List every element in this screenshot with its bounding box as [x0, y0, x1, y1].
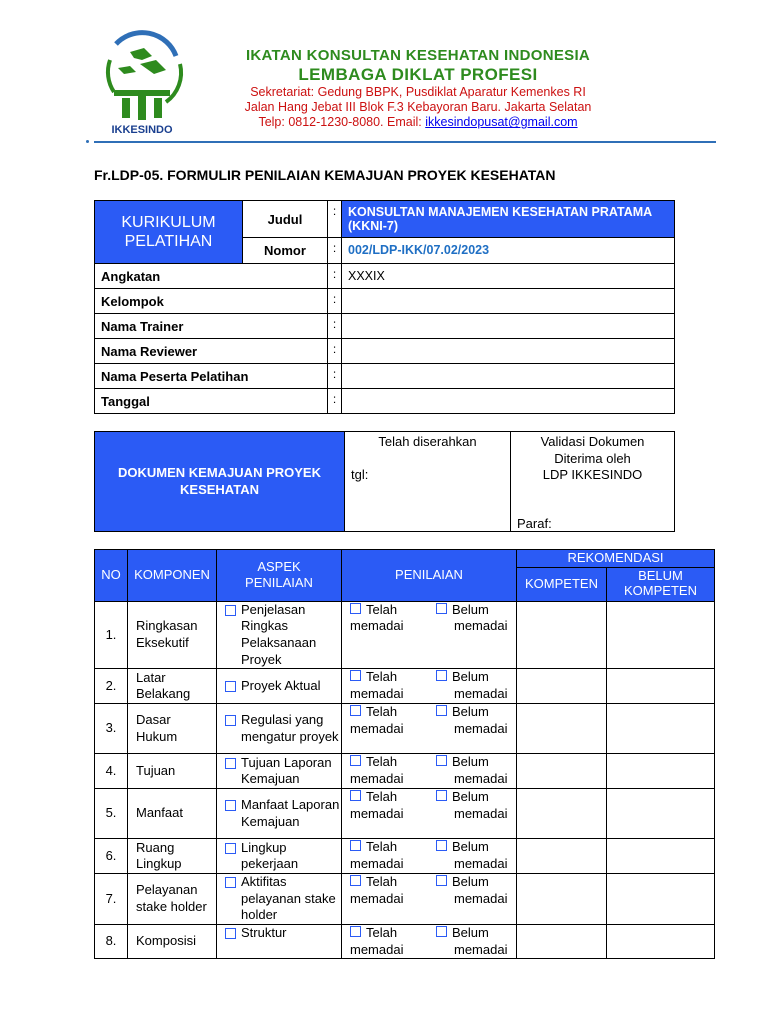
nomor-value: 002/LDP-IKK/07.02/2023	[342, 238, 675, 264]
aspek-text: Tujuan Laporan Kemajuan	[241, 754, 332, 787]
assessment-row	[95, 601, 715, 669]
checkbox-icon[interactable]	[225, 715, 236, 726]
option-telah-line-2: memadai	[350, 805, 404, 821]
header-divider	[94, 141, 716, 143]
row-kompeten[interactable]	[517, 754, 607, 789]
option-belum-memadai[interactable]	[436, 925, 516, 958]
row-aspek[interactable]	[217, 601, 342, 669]
checkbox-icon[interactable]	[350, 670, 361, 681]
checkbox-icon[interactable]	[436, 840, 447, 851]
colon: :	[328, 289, 342, 314]
row-aspek[interactable]	[217, 754, 342, 789]
row-kompeten[interactable]	[517, 925, 607, 959]
contact-line	[190, 115, 646, 130]
kelompok-value[interactable]	[342, 289, 675, 314]
checkbox-icon[interactable]	[350, 755, 361, 766]
row-kompeten[interactable]	[517, 874, 607, 925]
option-telah-line-2: memadai	[350, 685, 404, 701]
tgl-label: tgl:	[351, 467, 369, 482]
option-telah-line-2: memadai	[350, 618, 404, 634]
row-komponen: Dasar Hukum	[128, 704, 217, 754]
validasi-line-3: LDP IKKESINDO	[542, 467, 643, 483]
kelompok-label: Kelompok	[95, 289, 328, 314]
checkbox-icon[interactable]	[350, 790, 361, 801]
option-telah-line-2: memadai	[350, 770, 404, 786]
row-aspek[interactable]	[217, 669, 342, 704]
row-number: 4.	[95, 754, 128, 789]
row-belum-kompeten[interactable]	[607, 839, 715, 874]
option-belum-memadai[interactable]	[436, 839, 516, 872]
row-number: 2.	[95, 669, 128, 704]
aspek-text: Manfaat Laporan Kemajuan	[241, 797, 340, 829]
row-belum-kompeten[interactable]	[607, 704, 715, 754]
option-telah-memadai[interactable]	[350, 874, 436, 907]
row-kompeten[interactable]	[517, 839, 607, 874]
row-aspek[interactable]	[217, 704, 342, 754]
kurikulum-line-2: PELATIHAN	[124, 233, 213, 250]
row-number: 3.	[95, 704, 128, 754]
option-belum-line-2: memadai	[454, 770, 508, 786]
checkbox-icon[interactable]	[225, 800, 236, 811]
option-telah-memadai[interactable]	[350, 669, 436, 702]
phone-label: Telp: 0812-1230-8080. Email:	[258, 115, 426, 130]
row-komponen: Ringkasan Eksekutif	[128, 601, 217, 669]
option-belum-line-2: memadai	[454, 805, 508, 821]
aspek-text: Struktur	[241, 925, 287, 940]
option-belum-line-1: Belum	[452, 925, 489, 940]
option-belum-line-1: Belum	[452, 669, 489, 685]
checkbox-icon[interactable]	[225, 681, 236, 692]
row-number: 1.	[95, 601, 128, 669]
row-komponen: Pelayanan stake holder	[128, 874, 217, 925]
angkatan-label: Angkatan	[95, 264, 328, 289]
row-belum-kompeten[interactable]	[607, 874, 715, 925]
option-belum-line-1: Belum	[452, 789, 489, 805]
header-aspek-line-1: ASPEK	[257, 558, 301, 574]
checkbox-icon[interactable]	[436, 790, 447, 801]
checkbox-icon[interactable]	[436, 603, 447, 614]
checkbox-icon[interactable]	[350, 875, 361, 886]
option-belum-line-2: memadai	[454, 941, 508, 957]
trainer-value[interactable]	[342, 314, 675, 339]
validasi-text	[511, 434, 674, 484]
header-aspek-line-2: PENILAIAN	[245, 575, 313, 591]
option-telah-line-1: Telah	[366, 704, 398, 720]
option-telah-memadai[interactable]	[350, 925, 436, 958]
row-aspek[interactable]	[217, 874, 342, 925]
option-telah-memadai[interactable]	[350, 602, 436, 635]
row-komponen: Manfaat	[128, 789, 217, 839]
row-belum-kompeten[interactable]	[607, 789, 715, 839]
checkbox-icon[interactable]	[350, 926, 361, 937]
kurikulum-line-1: KURIKULUM	[121, 213, 216, 231]
row-penilaian	[342, 601, 517, 669]
checkbox-icon[interactable]	[225, 605, 236, 616]
option-belum-memadai[interactable]	[436, 669, 516, 702]
row-belum-kompeten[interactable]	[607, 754, 715, 789]
colon: :	[328, 201, 342, 238]
dokumen-title-cell	[95, 432, 345, 532]
org-name: IKATAN KONSULTAN KESEHATAN INDONESIA	[245, 47, 591, 64]
row-komponen: Latar Belakang	[128, 669, 217, 704]
ikkesindo-logo	[96, 30, 188, 138]
logo-text: IKKESINDO	[111, 124, 173, 136]
aspek-text: Lingkup pekerjaan	[241, 839, 299, 872]
checkbox-icon[interactable]	[436, 705, 447, 716]
checkbox-icon[interactable]	[225, 758, 236, 769]
row-belum-kompeten[interactable]	[607, 601, 715, 669]
assessment-row	[95, 874, 715, 925]
peserta-value[interactable]	[342, 364, 675, 389]
option-telah-line-2: memadai	[350, 890, 404, 906]
option-belum-memadai[interactable]	[436, 874, 516, 907]
option-belum-memadai[interactable]	[436, 754, 516, 787]
option-belum-line-1: Belum	[452, 704, 489, 720]
email-link[interactable]: ikkesindopusat@gmail.com	[425, 115, 578, 130]
checkbox-icon[interactable]	[350, 705, 361, 716]
tanggal-value[interactable]	[342, 389, 675, 414]
dokumen-table	[94, 431, 675, 532]
colon: :	[328, 339, 342, 364]
option-telah-line-1: Telah	[366, 874, 398, 890]
divider-dot	[86, 140, 89, 143]
header-no: NO	[95, 550, 128, 602]
option-belum-memadai[interactable]	[436, 789, 516, 822]
judul-value: KONSULTAN MANAJEMEN KESEHATAN PRATAMA (KKNI-7)	[342, 201, 675, 238]
checkbox-icon[interactable]	[436, 875, 447, 886]
option-telah-memadai[interactable]	[350, 789, 436, 822]
form-title: Fr.LDP-05. FORMULIR PENILAIAN KEMAJUAN PROYEK KESEHATAN	[94, 167, 556, 183]
nomor-label: Nomor	[243, 238, 328, 264]
angkatan-value[interactable]: XXXIX	[342, 264, 675, 289]
option-belum-line-2: memadai	[454, 720, 508, 736]
option-belum-line-1: Belum	[452, 874, 489, 890]
row-kompeten[interactable]	[517, 704, 607, 754]
option-telah-line-1: Telah	[366, 789, 398, 805]
kurikulum-cell	[95, 201, 243, 264]
trainer-label: Nama Trainer	[95, 314, 328, 339]
option-belum-line-1: Belum	[452, 601, 489, 617]
reviewer-label: Nama Reviewer	[95, 339, 328, 364]
option-belum-memadai[interactable]	[436, 602, 516, 635]
row-number: 6.	[95, 839, 128, 874]
checkbox-icon[interactable]	[225, 877, 236, 888]
assessment-row	[95, 669, 715, 704]
header-belum-line-1: BELUM	[638, 568, 683, 584]
option-telah-line-1: Telah	[366, 601, 398, 617]
aspek-text: Aktifitas pelayanan stake holder	[241, 874, 336, 923]
header-kompeten: KOMPETEN	[517, 567, 607, 601]
row-penilaian	[342, 925, 517, 959]
checkbox-icon[interactable]	[350, 840, 361, 851]
option-belum-line-2: memadai	[454, 685, 508, 701]
option-belum-line-1: Belum	[452, 839, 489, 855]
checkbox-icon[interactable]	[436, 926, 447, 937]
submitted-label: Telah diserahkan	[378, 434, 477, 449]
validasi-line-2: Diterima oleh	[554, 450, 631, 466]
header-komponen: KOMPONEN	[128, 550, 217, 602]
colon: :	[328, 364, 342, 389]
row-penilaian	[342, 669, 517, 704]
row-komponen: Tujuan	[128, 754, 217, 789]
info-table	[94, 200, 675, 414]
row-kompeten[interactable]	[517, 789, 607, 839]
row-aspek[interactable]	[217, 789, 342, 839]
option-telah-line-2: memadai	[350, 941, 404, 957]
row-number: 7.	[95, 874, 128, 925]
dokumen-title-line-1: DOKUMEN KEMAJUAN PROYEK	[118, 464, 321, 480]
option-telah-line-2: memadai	[350, 720, 404, 736]
row-belum-kompeten[interactable]	[607, 669, 715, 704]
row-penilaian	[342, 789, 517, 839]
org-unit: LEMBAGA DIKLAT PROFESI	[298, 65, 538, 84]
colon: :	[328, 264, 342, 289]
header-rekomendasi: REKOMENDASI	[517, 550, 715, 568]
checkbox-icon[interactable]	[436, 755, 447, 766]
option-belum-memadai[interactable]	[436, 704, 516, 737]
row-penilaian	[342, 839, 517, 874]
colon: :	[328, 389, 342, 414]
assessment-row	[95, 789, 715, 839]
address-line-2: Jalan Hang Jebat III Blok F.3 Kebayoran Baru. Jakarta Selatan	[244, 100, 592, 115]
option-telah-memadai[interactable]	[350, 704, 436, 737]
checkbox-icon[interactable]	[436, 670, 447, 681]
header-belum-line-2: KOMPETEN	[624, 583, 697, 599]
row-aspek[interactable]	[217, 839, 342, 874]
colon: :	[328, 314, 342, 339]
row-number: 5.	[95, 789, 128, 839]
reviewer-value[interactable]	[342, 339, 675, 364]
organization-header	[190, 47, 646, 130]
row-belum-kompeten[interactable]	[607, 925, 715, 959]
option-telah-line-1: Telah	[366, 754, 398, 770]
header-aspek	[217, 550, 342, 602]
aspek-text: Proyek Aktual	[241, 677, 321, 693]
assessment-row	[95, 925, 715, 959]
row-komponen: Komposisi	[128, 925, 217, 959]
assessment-row	[95, 839, 715, 874]
row-penilaian	[342, 874, 517, 925]
checkbox-icon[interactable]	[350, 603, 361, 614]
option-belum-line-2: memadai	[454, 890, 508, 906]
judul-label: Judul	[243, 201, 328, 238]
checkbox-icon[interactable]	[225, 928, 236, 939]
tanggal-label: Tanggal	[95, 389, 328, 414]
validasi-cell[interactable]	[511, 432, 675, 532]
validasi-line-1: Validasi Dokumen	[540, 434, 645, 449]
address-line-1: Sekretariat: Gedung BBPK, Pusdiklat Aparatur Kemenkes RI	[250, 85, 586, 100]
option-telah-memadai[interactable]	[350, 754, 436, 787]
row-aspek[interactable]	[217, 925, 342, 959]
option-telah-memadai[interactable]	[350, 839, 436, 872]
dokumen-title-line-2: KESEHATAN	[180, 481, 259, 497]
row-kompeten[interactable]	[517, 669, 607, 704]
option-telah-line-1: Telah	[366, 925, 398, 940]
row-kompeten[interactable]	[517, 601, 607, 669]
row-number: 8.	[95, 925, 128, 959]
option-belum-line-2: memadai	[454, 618, 508, 634]
option-belum-line-1: Belum	[452, 754, 489, 770]
row-komponen: Ruang Lingkup	[128, 839, 217, 874]
assessment-row	[95, 754, 715, 789]
peserta-label: Nama Peserta Pelatihan	[95, 364, 328, 389]
aspek-text: Regulasi yang mengatur proyek	[241, 712, 339, 744]
option-telah-line-1: Telah	[366, 839, 398, 855]
assessment-row	[95, 704, 715, 754]
header-penilaian: PENILAIAN	[342, 550, 517, 602]
submitted-cell[interactable]	[345, 432, 511, 532]
aspek-text: Penjelasan Ringkas Pelaksanaan Proyek	[241, 601, 317, 667]
checkbox-icon[interactable]	[225, 843, 236, 854]
assessment-table	[94, 549, 715, 959]
row-penilaian	[342, 754, 517, 789]
option-telah-line-2: memadai	[350, 855, 404, 871]
option-telah-line-1: Telah	[366, 669, 398, 685]
header-belum-kompeten	[607, 567, 715, 601]
option-belum-line-2: memadai	[454, 855, 508, 871]
colon: :	[328, 238, 342, 264]
paraf-label: Paraf:	[517, 516, 552, 531]
row-penilaian	[342, 704, 517, 754]
